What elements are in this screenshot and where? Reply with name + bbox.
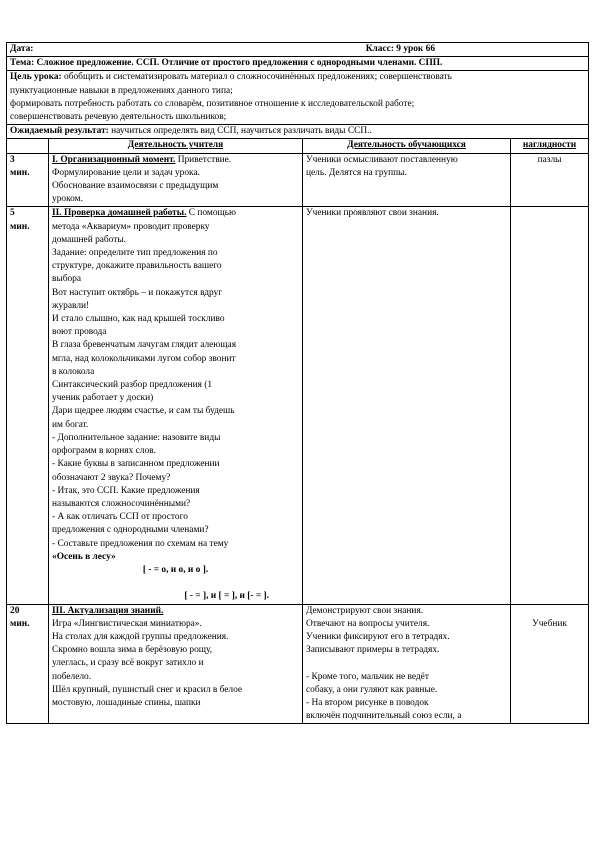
visual-aids (511, 207, 589, 604)
table-row (7, 207, 589, 604)
visual-aids: пазлы (511, 153, 589, 207)
stage-title: I. Организационный момент. (52, 154, 176, 165)
date-label: Дата: (10, 44, 34, 54)
result-row (7, 125, 589, 139)
goal-line: формировать потребность работать со словарём, позитивное отношение к исследовательской работе; (10, 98, 415, 109)
student-activity: Ученики проявляют свои знания. (303, 207, 511, 604)
teacher-column-header: Деятельность учителя (49, 139, 303, 153)
aids-column-header: наглядности (511, 139, 589, 153)
time-column-header (7, 139, 49, 153)
student-column-header: Деятельность обучающихся (303, 139, 511, 153)
stage-time: 20 мин. (7, 604, 49, 724)
date-row (7, 43, 589, 57)
lesson-plan-table (6, 42, 589, 724)
teacher-activity: I. Организационный момент. Приветствие. Формулирование цели и задач урока. Обоснование взаимосвязи с предыдущим уроком. (49, 153, 303, 207)
class-info: Класс: 9 урок 66 (365, 44, 436, 54)
stage-title: II. Проверка домашней работы. (52, 208, 187, 219)
teacher-activity: II. Проверка домашней работы. С помощью метода «Аквариум» проводит проверку домашней работы. Задание: определите тип предложения по структуре, докажите правильность вашего выбора Вот наступит октябрь – и покажутся вдруг журавли! И стало слышно, как над крышей тоскливо воют провода В глаза бревенчатым лачугам глядит алеющая мгла, над колокольчиками лугом собор звонит в колокола Синтаксический разбор предложения (1 ученик работает у доски) Дари щедрее людям счастье, и сам ты будешь им богат. - Дополнительное задание: назовите виды орфограмм в корнях слов. - Какие буквы в записанном предложении обозначают 2 звука? Почему? - Итак, это ССП. Какие предложения называются сложносочинёнными? - А как отличать ССП от простого предложения с однородными членами? - Составьте предложения по схемам на тему «Осень в лесу» [ - = о, и о, и о ]. [ - = ], и [ = ], и [- = ]. (49, 207, 303, 604)
column-header-row (7, 139, 589, 153)
lesson-plan-page (6, 42, 588, 795)
table-row (7, 604, 589, 724)
sentence-schema: [ - = ], и [ = ], и [- = ]. (184, 591, 269, 602)
topic-row (7, 57, 589, 71)
student-activity: Демонстрируют свои знания. Отвечают на вопросы учителя. Ученики фиксируют его в тетрадях. Записывают примеры в тетрадях. - Кроме того, мальчик не ведёт собаку, а они гуляют как равные. - На втором рисунке в поводок включён подчинительный союз если, а (303, 604, 511, 724)
goal-label: Цель урока: (10, 72, 62, 83)
topic-text: Сложное предложение. ССП. Отличие от простого предложения с однородными членами. СПП. (36, 58, 443, 69)
goal-line: обобщить и систематизировать материал о сложносочинённых предложениях; совершенствовать (64, 72, 452, 83)
sentence-schema: [ - = о, и о, и о ]. (142, 564, 209, 575)
topic-label: Тема: (10, 58, 35, 69)
stage-title: III. Актуализация знаний. (52, 605, 164, 616)
result-label: Ожидаемый результат: (10, 126, 109, 137)
stage-time: 3 мин. (7, 153, 49, 207)
table-row (7, 153, 589, 207)
goal-row (7, 71, 589, 125)
teacher-activity: III. Актуализация знаний. Игра «Лингвистическая миниатюра». На столах для каждой группы предложения. Скромно вошла зима в берёзовую рощу, улеглась, и сразу всё вокруг затихло и побелело. Шёл крупный, пушистый снег и красил в белое мостовую, лошадиные спины, шапки (49, 604, 303, 724)
stage-time: 5 мин. (7, 207, 49, 604)
goal-line: пунктуационные навыки в предложениях данного типа; (10, 85, 233, 96)
visual-aids: Учебник (511, 604, 589, 724)
goal-line: совершенствовать речевую деятельность школьников; (10, 112, 227, 123)
student-activity: Ученики осмысливают поставленную цель. Делятся на группы. (303, 153, 511, 207)
result-text: научиться определять вид ССП, научиться различать виды ССП.. (111, 126, 372, 137)
